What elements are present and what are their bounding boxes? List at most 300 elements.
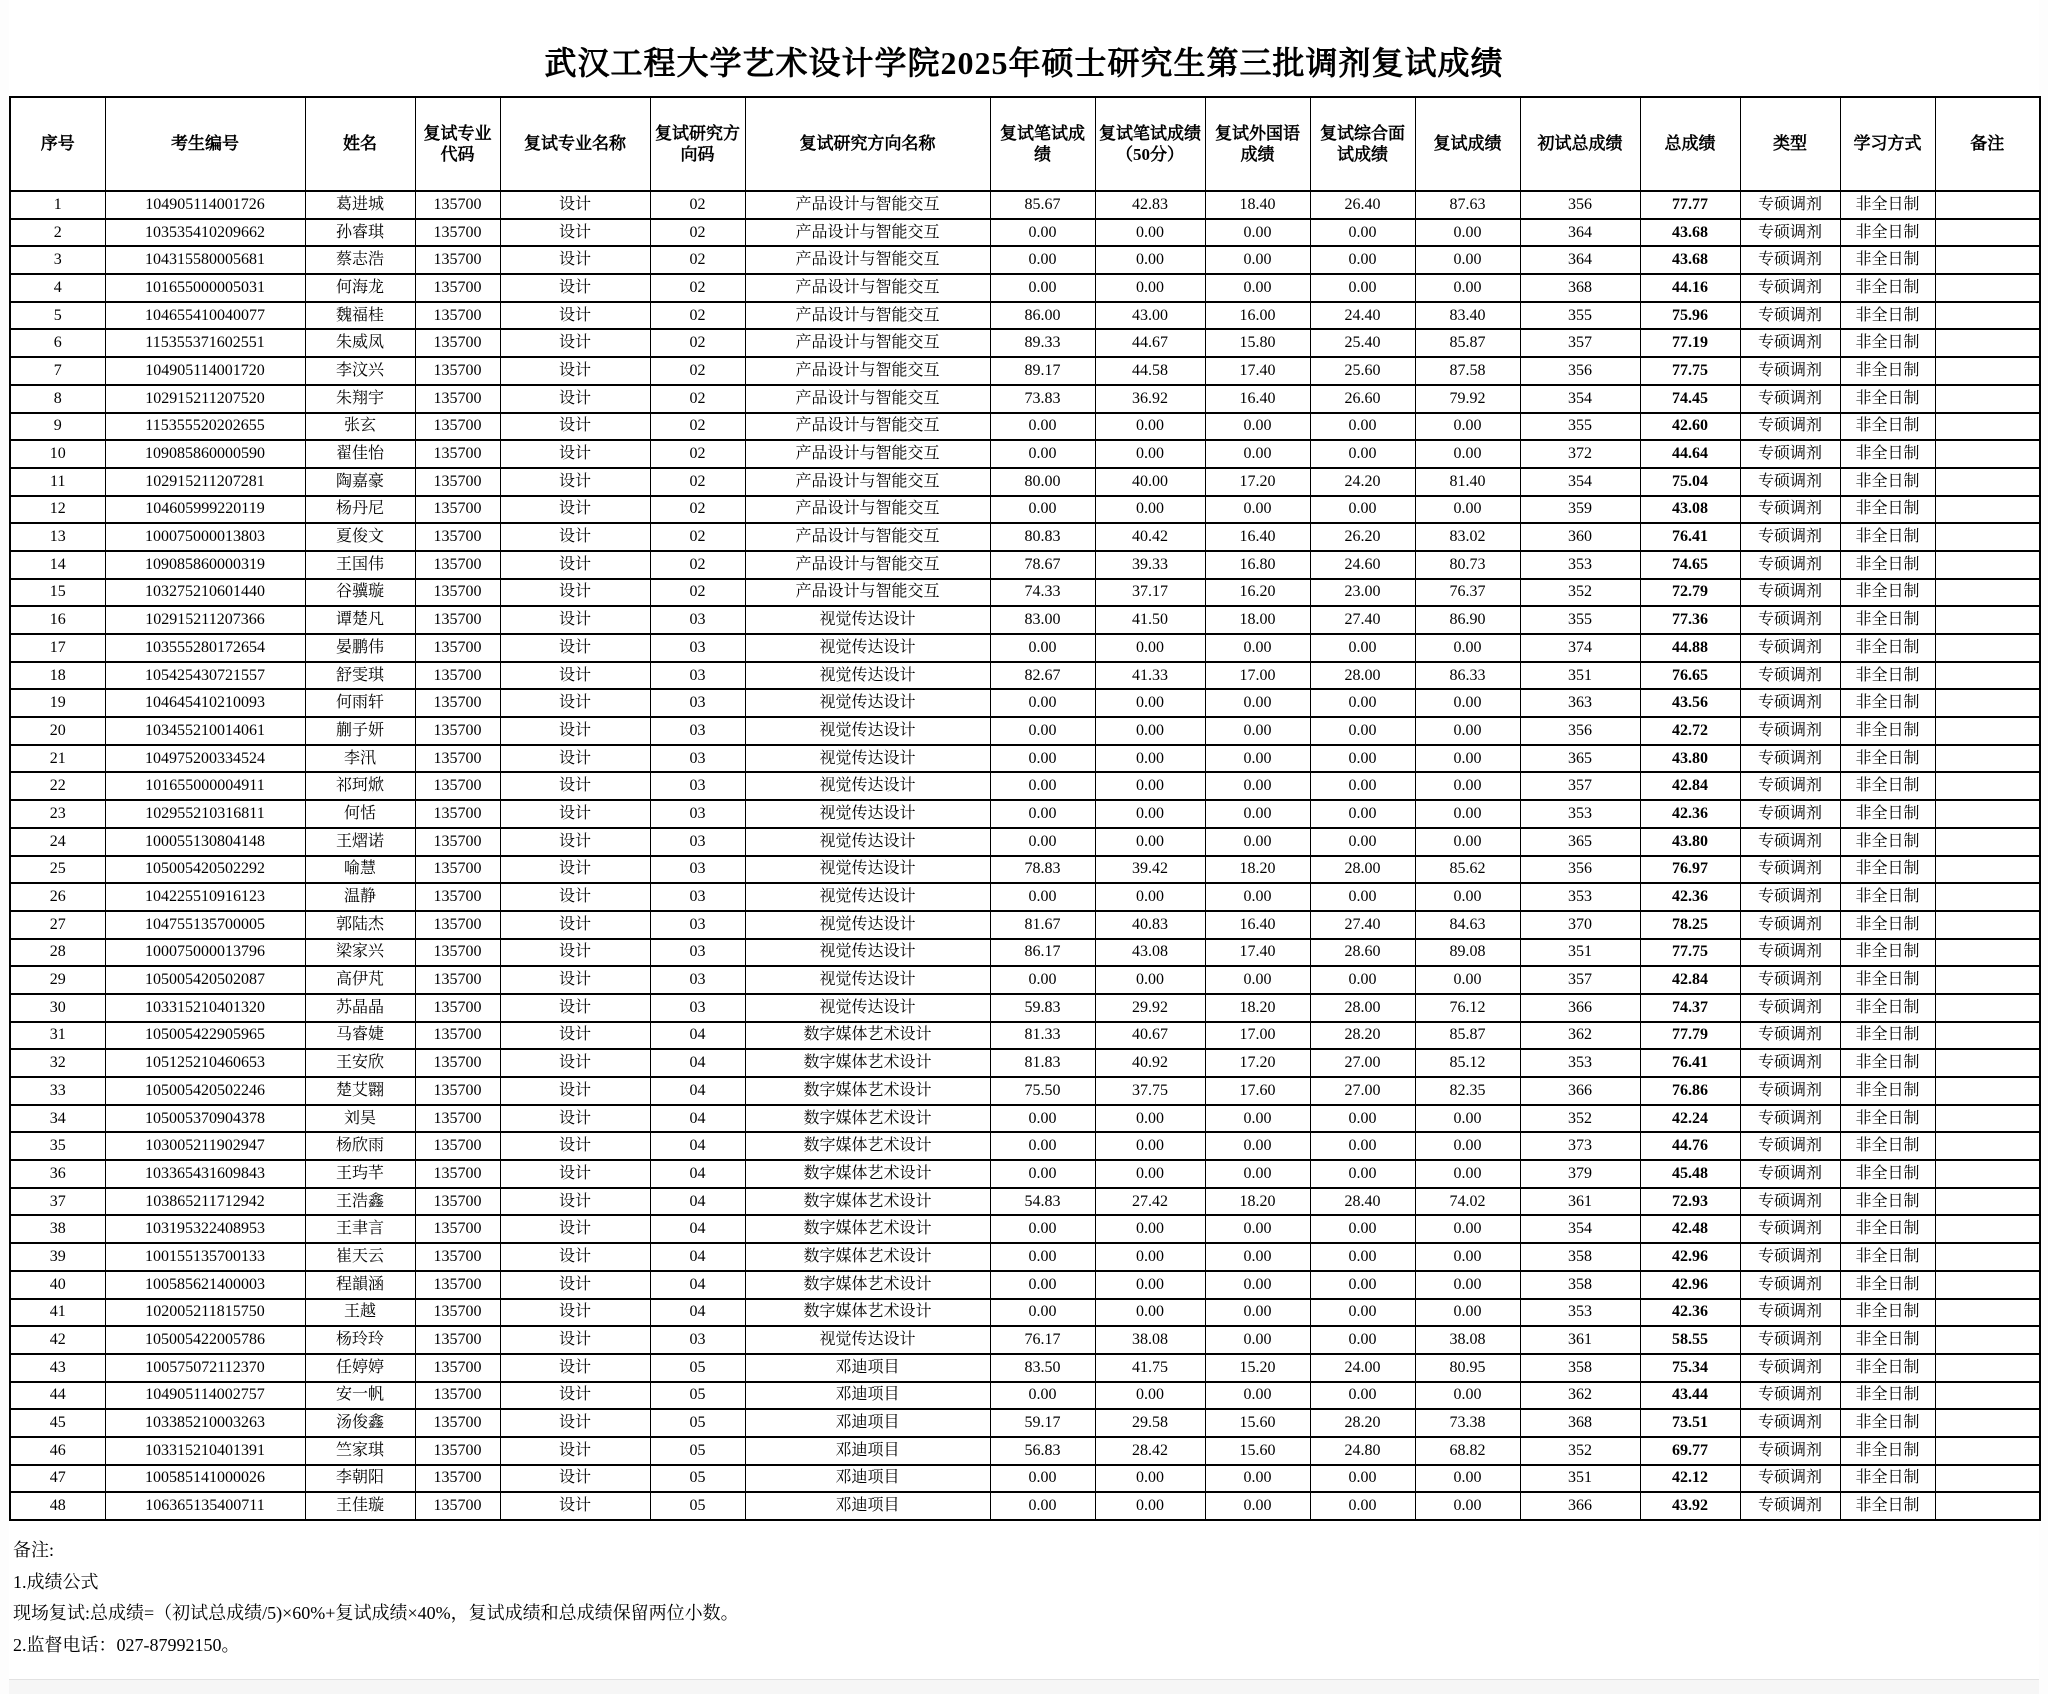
cell-foreign-score: 18.00 (1205, 606, 1310, 634)
cell-retest-score: 38.08 (1415, 1326, 1520, 1354)
cell-index: 24 (10, 828, 105, 856)
cell-written-score-50: 40.00 (1095, 468, 1205, 496)
cell-name: 程韻涵 (305, 1271, 415, 1299)
cell-index: 31 (10, 1022, 105, 1050)
cell-remark (1935, 468, 2040, 496)
table-row (10, 1215, 2040, 1243)
cell-major-name: 设计 (500, 800, 650, 828)
cell-initial-total: 356 (1520, 357, 1640, 385)
cell-name: 王安欣 (305, 1049, 415, 1077)
cell-name: 王玙芊 (305, 1160, 415, 1188)
cell-direction-name: 视觉传达设计 (745, 994, 990, 1022)
cell-written-score: 75.50 (990, 1077, 1095, 1105)
cell-initial-total: 362 (1520, 1022, 1640, 1050)
cell-initial-total: 354 (1520, 468, 1640, 496)
cell-name: 张玄 (305, 413, 415, 441)
cell-remark (1935, 745, 2040, 773)
cell-direction-name: 产品设计与智能交互 (745, 385, 990, 413)
cell-initial-total: 356 (1520, 717, 1640, 745)
cell-direction-code: 02 (650, 302, 745, 330)
cell-major-name: 设计 (500, 302, 650, 330)
table-row (10, 302, 2040, 330)
cell-remark (1935, 246, 2040, 274)
table-row (10, 385, 2040, 413)
cell-interview-score: 0.00 (1310, 1243, 1415, 1271)
cell-index: 35 (10, 1132, 105, 1160)
cell-initial-total: 355 (1520, 413, 1640, 441)
cell-major-code: 135700 (415, 357, 500, 385)
cell-foreign-score: 0.00 (1205, 219, 1310, 247)
cell-written-score: 76.17 (990, 1326, 1095, 1354)
cell-retest-score: 89.08 (1415, 939, 1520, 967)
cell-total-score: 44.76 (1640, 1132, 1740, 1160)
cell-total-score: 42.96 (1640, 1243, 1740, 1271)
cell-remark (1935, 191, 2040, 219)
cell-study-mode: 非全日制 (1840, 966, 1935, 994)
cell-major-code: 135700 (415, 1465, 500, 1493)
table-row (10, 662, 2040, 690)
cell-index: 41 (10, 1299, 105, 1327)
cell-interview-score: 24.60 (1310, 551, 1415, 579)
cell-candidate-id: 104905114002757 (105, 1382, 305, 1410)
cell-major-code: 135700 (415, 1049, 500, 1077)
cell-type: 专硕调剂 (1740, 1354, 1840, 1382)
cell-study-mode: 非全日制 (1840, 246, 1935, 274)
cell-candidate-id: 100155135700133 (105, 1243, 305, 1271)
cell-direction-name: 数字媒体艺术设计 (745, 1271, 990, 1299)
cell-interview-score: 0.00 (1310, 966, 1415, 994)
cell-total-score: 42.24 (1640, 1105, 1740, 1133)
cell-index: 4 (10, 274, 105, 302)
table-row (10, 551, 2040, 579)
cell-major-name: 设计 (500, 468, 650, 496)
footnotes (13, 1535, 2039, 1661)
cell-written-score-50: 39.42 (1095, 856, 1205, 884)
cell-total-score: 73.51 (1640, 1409, 1740, 1437)
cell-interview-score: 0.00 (1310, 1132, 1415, 1160)
cell-candidate-id: 105005422905965 (105, 1022, 305, 1050)
cell-initial-total: 355 (1520, 606, 1640, 634)
cell-major-name: 设计 (500, 856, 650, 884)
cell-major-code: 135700 (415, 1382, 500, 1410)
cell-index: 19 (10, 689, 105, 717)
cell-candidate-id: 105425430721557 (105, 662, 305, 690)
cell-interview-score: 0.00 (1310, 1271, 1415, 1299)
table-row (10, 496, 2040, 524)
cell-written-score-50: 0.00 (1095, 1160, 1205, 1188)
cell-foreign-score: 17.00 (1205, 662, 1310, 690)
cell-major-name: 设计 (500, 828, 650, 856)
cell-retest-score: 0.00 (1415, 1299, 1520, 1327)
cell-retest-score: 76.37 (1415, 579, 1520, 607)
cell-written-score: 0.00 (990, 1465, 1095, 1493)
cell-foreign-score: 0.00 (1205, 1271, 1310, 1299)
cell-type: 专硕调剂 (1740, 302, 1840, 330)
cell-index: 38 (10, 1215, 105, 1243)
cell-foreign-score: 0.00 (1205, 440, 1310, 468)
cell-study-mode: 非全日制 (1840, 1437, 1935, 1465)
cell-name: 孙睿琪 (305, 219, 415, 247)
cell-candidate-id: 103865211712942 (105, 1188, 305, 1216)
cell-index: 27 (10, 911, 105, 939)
cell-foreign-score: 0.00 (1205, 800, 1310, 828)
cell-type: 专硕调剂 (1740, 329, 1840, 357)
cell-interview-score: 0.00 (1310, 800, 1415, 828)
cell-total-score: 74.37 (1640, 994, 1740, 1022)
column-header-interview-score: 复试综合面试成绩 (1310, 97, 1415, 191)
cell-direction-code: 03 (650, 939, 745, 967)
cell-remark (1935, 1022, 2040, 1050)
table-row (10, 1049, 2040, 1077)
column-header-name: 姓名 (305, 97, 415, 191)
cell-written-score: 0.00 (990, 800, 1095, 828)
cell-index: 42 (10, 1326, 105, 1354)
cell-direction-name: 产品设计与智能交互 (745, 496, 990, 524)
cell-major-code: 135700 (415, 828, 500, 856)
cell-index: 21 (10, 745, 105, 773)
cell-total-score: 76.41 (1640, 1049, 1740, 1077)
cell-direction-name: 产品设计与智能交互 (745, 579, 990, 607)
cell-interview-score: 0.00 (1310, 883, 1415, 911)
table-row (10, 1409, 2040, 1437)
cell-written-score: 74.33 (990, 579, 1095, 607)
cell-major-name: 设计 (500, 634, 650, 662)
cell-direction-name: 视觉传达设计 (745, 939, 990, 967)
cell-remark (1935, 662, 2040, 690)
cell-name: 陶嘉豪 (305, 468, 415, 496)
cell-type: 专硕调剂 (1740, 579, 1840, 607)
cell-retest-score: 74.02 (1415, 1188, 1520, 1216)
cell-direction-name: 产品设计与智能交互 (745, 246, 990, 274)
cell-retest-score: 86.33 (1415, 662, 1520, 690)
cell-candidate-id: 106365135400711 (105, 1492, 305, 1520)
cell-foreign-score: 18.20 (1205, 856, 1310, 884)
cell-index: 48 (10, 1492, 105, 1520)
table-row (10, 939, 2040, 967)
cell-written-score: 80.83 (990, 523, 1095, 551)
cell-direction-name: 产品设计与智能交互 (745, 357, 990, 385)
cell-written-score: 83.50 (990, 1354, 1095, 1382)
cell-total-score: 77.19 (1640, 329, 1740, 357)
cell-remark (1935, 440, 2040, 468)
cell-foreign-score: 0.00 (1205, 1160, 1310, 1188)
cell-direction-code: 02 (650, 219, 745, 247)
cell-major-code: 135700 (415, 1243, 500, 1271)
cell-direction-name: 数字媒体艺术设计 (745, 1215, 990, 1243)
cell-type: 专硕调剂 (1740, 634, 1840, 662)
cell-major-code: 135700 (415, 302, 500, 330)
cell-name: 马睿婕 (305, 1022, 415, 1050)
cell-major-code: 135700 (415, 523, 500, 551)
cell-direction-code: 05 (650, 1354, 745, 1382)
cell-direction-code: 03 (650, 800, 745, 828)
table-row (10, 1354, 2040, 1382)
cell-written-score-50: 37.75 (1095, 1077, 1205, 1105)
cell-candidate-id: 102915211207520 (105, 385, 305, 413)
cell-candidate-id: 103385210003263 (105, 1409, 305, 1437)
cell-name: 李汛 (305, 745, 415, 773)
cell-remark (1935, 329, 2040, 357)
cell-retest-score: 79.92 (1415, 385, 1520, 413)
cell-index: 28 (10, 939, 105, 967)
cell-remark (1935, 274, 2040, 302)
cell-type: 专硕调剂 (1740, 1132, 1840, 1160)
cell-initial-total: 357 (1520, 772, 1640, 800)
cell-name: 何恬 (305, 800, 415, 828)
cell-direction-name: 产品设计与智能交互 (745, 468, 990, 496)
cell-initial-total: 372 (1520, 440, 1640, 468)
cell-written-score: 0.00 (990, 717, 1095, 745)
cell-written-score-50: 40.92 (1095, 1049, 1205, 1077)
cell-retest-score: 80.95 (1415, 1354, 1520, 1382)
cell-written-score-50: 0.00 (1095, 966, 1205, 994)
cell-initial-total: 357 (1520, 966, 1640, 994)
cell-type: 专硕调剂 (1740, 523, 1840, 551)
cell-written-score-50: 43.00 (1095, 302, 1205, 330)
cell-study-mode: 非全日制 (1840, 274, 1935, 302)
cell-direction-name: 视觉传达设计 (745, 745, 990, 773)
cell-written-score: 89.17 (990, 357, 1095, 385)
cell-direction-code: 05 (650, 1382, 745, 1410)
cell-direction-name: 视觉传达设计 (745, 606, 990, 634)
table-row (10, 329, 2040, 357)
cell-candidate-id: 103535410209662 (105, 219, 305, 247)
cell-direction-name: 产品设计与智能交互 (745, 219, 990, 247)
cell-direction-name: 视觉传达设计 (745, 662, 990, 690)
cell-index: 29 (10, 966, 105, 994)
cell-candidate-id: 101655000004911 (105, 772, 305, 800)
cell-written-score-50: 0.00 (1095, 717, 1205, 745)
cell-foreign-score: 0.00 (1205, 413, 1310, 441)
cell-major-code: 135700 (415, 1077, 500, 1105)
table-header (10, 97, 2040, 191)
cell-initial-total: 351 (1520, 662, 1640, 690)
table-row (10, 772, 2040, 800)
cell-interview-score: 23.00 (1310, 579, 1415, 607)
cell-written-score: 0.00 (990, 1215, 1095, 1243)
cell-retest-score: 0.00 (1415, 966, 1520, 994)
cell-total-score: 76.65 (1640, 662, 1740, 690)
cell-study-mode: 非全日制 (1840, 357, 1935, 385)
cell-name: 刘昊 (305, 1105, 415, 1133)
cell-study-mode: 非全日制 (1840, 1132, 1935, 1160)
table-row (10, 246, 2040, 274)
cell-direction-code: 03 (650, 883, 745, 911)
cell-major-code: 135700 (415, 939, 500, 967)
cell-type: 专硕调剂 (1740, 1271, 1840, 1299)
cell-foreign-score: 18.20 (1205, 994, 1310, 1022)
cell-candidate-id: 104645410210093 (105, 689, 305, 717)
cell-direction-code: 03 (650, 634, 745, 662)
cell-written-score-50: 0.00 (1095, 745, 1205, 773)
cell-direction-code: 05 (650, 1465, 745, 1493)
cell-foreign-score: 0.00 (1205, 274, 1310, 302)
table-row (10, 1271, 2040, 1299)
cell-major-name: 设计 (500, 1465, 650, 1493)
cell-total-score: 42.12 (1640, 1465, 1740, 1493)
cell-type: 专硕调剂 (1740, 440, 1840, 468)
cell-type: 专硕调剂 (1740, 1326, 1840, 1354)
cell-retest-score: 87.58 (1415, 357, 1520, 385)
cell-name: 魏福桂 (305, 302, 415, 330)
cell-interview-score: 28.60 (1310, 939, 1415, 967)
cell-interview-score: 25.60 (1310, 357, 1415, 385)
cell-type: 专硕调剂 (1740, 246, 1840, 274)
cell-interview-score: 0.00 (1310, 745, 1415, 773)
cell-direction-name: 数字媒体艺术设计 (745, 1077, 990, 1105)
cell-major-name: 设计 (500, 883, 650, 911)
cell-retest-score: 85.12 (1415, 1049, 1520, 1077)
cell-foreign-score: 17.00 (1205, 1022, 1310, 1050)
cell-retest-score: 0.00 (1415, 634, 1520, 662)
cell-direction-code: 04 (650, 1077, 745, 1105)
cell-study-mode: 非全日制 (1840, 856, 1935, 884)
cell-foreign-score: 0.00 (1205, 1243, 1310, 1271)
cell-interview-score: 25.40 (1310, 329, 1415, 357)
cell-total-score: 43.44 (1640, 1382, 1740, 1410)
cell-direction-name: 产品设计与智能交互 (745, 551, 990, 579)
cell-total-score: 43.68 (1640, 219, 1740, 247)
table-row (10, 1160, 2040, 1188)
table-row (10, 856, 2040, 884)
cell-total-score: 42.96 (1640, 1271, 1740, 1299)
cell-retest-score: 0.00 (1415, 496, 1520, 524)
cell-foreign-score: 16.20 (1205, 579, 1310, 607)
cell-retest-score: 0.00 (1415, 1465, 1520, 1493)
cell-interview-score: 27.00 (1310, 1077, 1415, 1105)
cell-total-score: 75.96 (1640, 302, 1740, 330)
cell-total-score: 75.34 (1640, 1354, 1740, 1382)
cell-index: 15 (10, 579, 105, 607)
cell-direction-name: 邓迪项目 (745, 1409, 990, 1437)
cell-interview-score: 26.60 (1310, 385, 1415, 413)
cell-candidate-id: 109085860000590 (105, 440, 305, 468)
table-row (10, 966, 2040, 994)
cell-name: 李朝阳 (305, 1465, 415, 1493)
cell-candidate-id: 105005370904378 (105, 1105, 305, 1133)
cell-initial-total: 355 (1520, 302, 1640, 330)
cell-name: 何海龙 (305, 274, 415, 302)
cell-initial-total: 365 (1520, 745, 1640, 773)
cell-remark (1935, 911, 2040, 939)
cell-written-score-50: 0.00 (1095, 689, 1205, 717)
cell-major-name: 设计 (500, 191, 650, 219)
cell-index: 36 (10, 1160, 105, 1188)
cell-initial-total: 365 (1520, 828, 1640, 856)
cell-written-score: 0.00 (990, 828, 1095, 856)
cell-type: 专硕调剂 (1740, 468, 1840, 496)
cell-major-name: 设计 (500, 579, 650, 607)
cell-major-code: 135700 (415, 579, 500, 607)
cell-retest-score: 0.00 (1415, 1271, 1520, 1299)
cell-direction-code: 05 (650, 1492, 745, 1520)
cell-study-mode: 非全日制 (1840, 1409, 1935, 1437)
footnote-line: 备注: (13, 1540, 55, 1560)
column-header-major-name: 复试专业名称 (500, 97, 650, 191)
cell-major-code: 135700 (415, 1437, 500, 1465)
cell-remark (1935, 219, 2040, 247)
cell-interview-score: 0.00 (1310, 1215, 1415, 1243)
cell-interview-score: 24.40 (1310, 302, 1415, 330)
cell-major-code: 135700 (415, 246, 500, 274)
cell-type: 专硕调剂 (1740, 994, 1840, 1022)
cell-major-code: 135700 (415, 689, 500, 717)
table-row (10, 468, 2040, 496)
cell-retest-score: 83.40 (1415, 302, 1520, 330)
cell-study-mode: 非全日制 (1840, 1215, 1935, 1243)
cell-foreign-score: 15.20 (1205, 1354, 1310, 1382)
table-row (10, 1437, 2040, 1465)
cell-name: 朱翔宇 (305, 385, 415, 413)
cell-direction-code: 04 (650, 1160, 745, 1188)
cell-direction-code: 02 (650, 329, 745, 357)
cell-written-score-50: 36.92 (1095, 385, 1205, 413)
cell-written-score: 59.83 (990, 994, 1095, 1022)
cell-written-score-50: 42.83 (1095, 191, 1205, 219)
cell-candidate-id: 109085860000319 (105, 551, 305, 579)
cell-name: 谷骥璇 (305, 579, 415, 607)
cell-index: 3 (10, 246, 105, 274)
cell-remark (1935, 939, 2040, 967)
cell-written-score-50: 0.00 (1095, 772, 1205, 800)
cell-retest-score: 0.00 (1415, 440, 1520, 468)
cell-direction-code: 02 (650, 413, 745, 441)
cell-remark (1935, 302, 2040, 330)
cell-remark (1935, 357, 2040, 385)
cell-major-name: 设计 (500, 745, 650, 773)
cell-initial-total: 359 (1520, 496, 1640, 524)
cell-remark (1935, 828, 2040, 856)
cell-direction-name: 产品设计与智能交互 (745, 523, 990, 551)
cell-remark (1935, 606, 2040, 634)
cell-interview-score: 28.00 (1310, 994, 1415, 1022)
cell-remark (1935, 1271, 2040, 1299)
cell-type: 专硕调剂 (1740, 1299, 1840, 1327)
cell-major-code: 135700 (415, 1492, 500, 1520)
cell-type: 专硕调剂 (1740, 413, 1840, 441)
cell-written-score: 59.17 (990, 1409, 1095, 1437)
cell-type: 专硕调剂 (1740, 1215, 1840, 1243)
cell-major-name: 设计 (500, 496, 650, 524)
cell-written-score-50: 0.00 (1095, 413, 1205, 441)
cell-written-score-50: 40.67 (1095, 1022, 1205, 1050)
cell-remark (1935, 1437, 2040, 1465)
cell-written-score: 86.17 (990, 939, 1095, 967)
cell-foreign-score: 0.00 (1205, 966, 1310, 994)
cell-written-score: 81.33 (990, 1022, 1095, 1050)
cell-name: 晏鹏伟 (305, 634, 415, 662)
cell-written-score: 86.00 (990, 302, 1095, 330)
cell-index: 8 (10, 385, 105, 413)
table-row (10, 1465, 2040, 1493)
cell-index: 45 (10, 1409, 105, 1437)
cell-initial-total: 362 (1520, 1382, 1640, 1410)
cell-interview-score: 0.00 (1310, 440, 1415, 468)
cell-index: 17 (10, 634, 105, 662)
cell-candidate-id: 103315210401391 (105, 1437, 305, 1465)
cell-retest-score: 0.00 (1415, 772, 1520, 800)
table-row (10, 413, 2040, 441)
cell-retest-score: 68.82 (1415, 1437, 1520, 1465)
cell-total-score: 42.36 (1640, 883, 1740, 911)
cell-direction-name: 视觉传达设计 (745, 828, 990, 856)
cell-initial-total: 351 (1520, 939, 1640, 967)
cell-written-score-50: 0.00 (1095, 634, 1205, 662)
table-row (10, 191, 2040, 219)
cell-interview-score: 0.00 (1310, 1465, 1415, 1493)
cell-total-score: 44.16 (1640, 274, 1740, 302)
cell-name: 王聿言 (305, 1215, 415, 1243)
